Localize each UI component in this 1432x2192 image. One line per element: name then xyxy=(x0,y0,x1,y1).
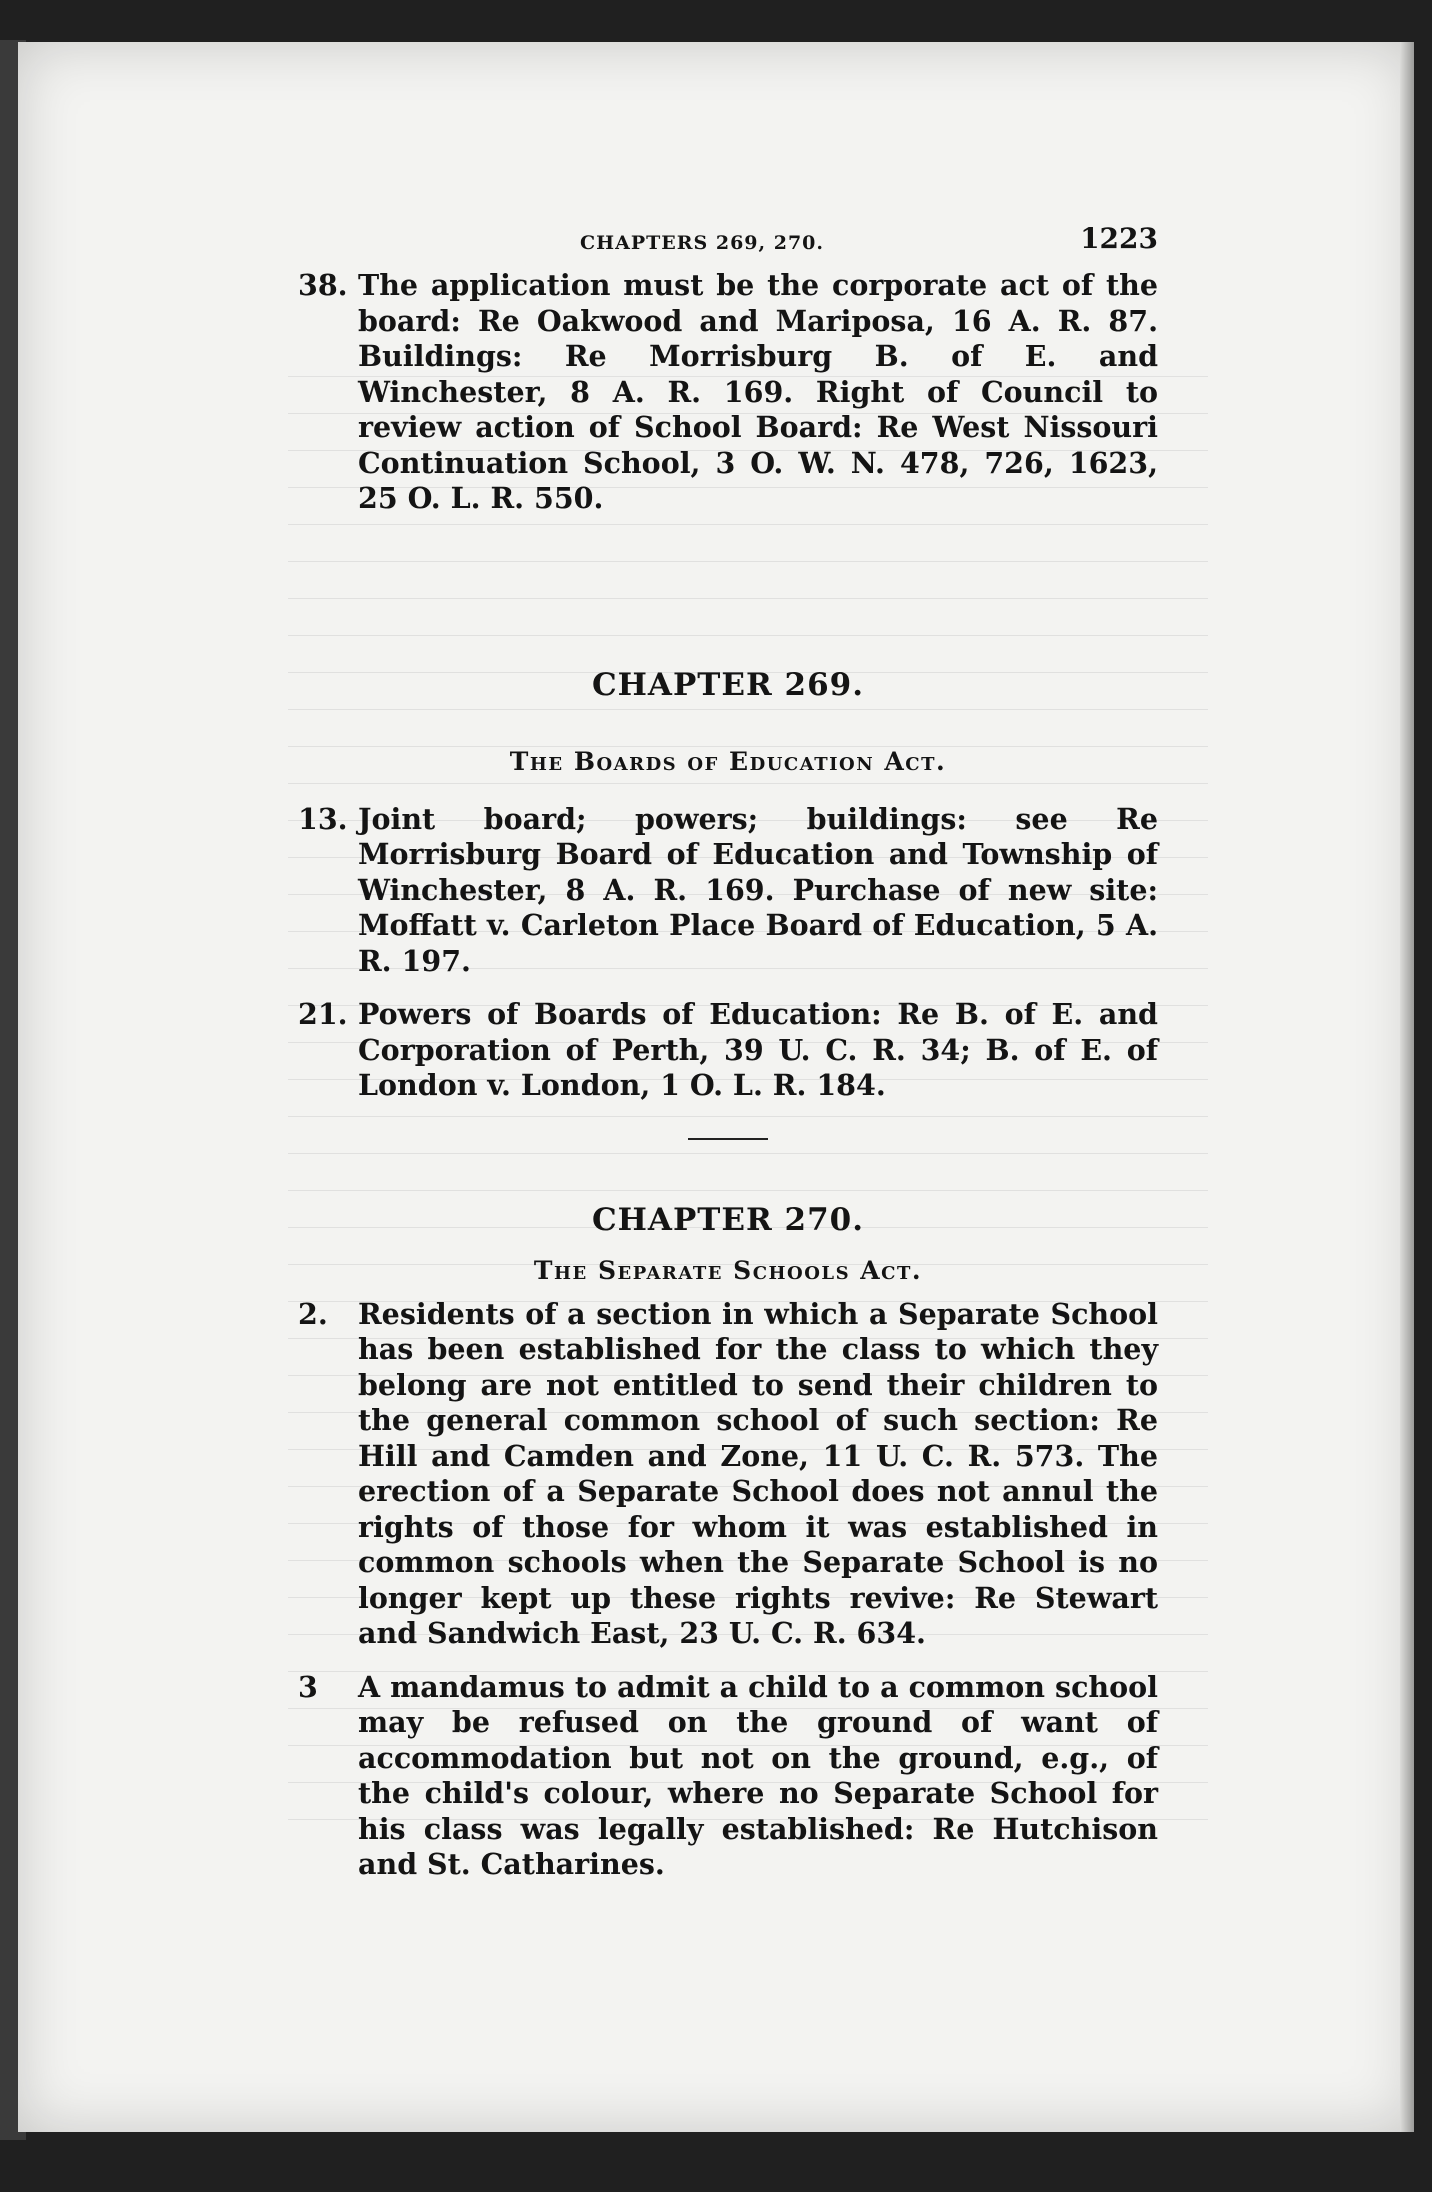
page-text-block xyxy=(298,220,1158,1883)
page-number: 1223 xyxy=(1080,222,1158,255)
section-21 xyxy=(298,997,1158,1104)
section-text: Residents of a section in which a Separate School has been established for the class to which they belong are not entitled to send their children to the general common school of such section: Re Hill and Camden and Zone, 11 U. C. R. 573. The erection of a Separate School does not annul the rights of those for whom it was established in common schools when the Separate School is no longer kept up these rights revive: Re Stewart and Sandwich East, 23 U. C. R. 634. xyxy=(358,1296,1158,1650)
section-number: 2. xyxy=(298,1296,328,1331)
section-3 xyxy=(298,1670,1158,1883)
section-text: The application must be the corporate act of the board: Re Oakwood and Mariposa, 16 A. R. 87. Buildings: Re Morrisburg B. of E. and Winchester, 8 A. R. 169. Right of Council to review action of School Board: Re West Nissouri Continuation School, 3 O. W. N. 478, 726, 1623, 25 O. L. R. 550. xyxy=(358,268,1158,515)
chapter-269-title: CHAPTER 269. xyxy=(591,666,865,703)
section-text: Joint board; powers; buildings: see Re Morrisburg Board of Education and Township of Winchester, 8 A. R. 169. Purchase of new site: Moffatt v. Carleton Place Board of Education, 5 A. R. 197. xyxy=(358,801,1158,978)
chapter-270-title: CHAPTER 270. xyxy=(591,1201,865,1238)
section-text: A mandamus to admit a child to a common school may be refused on the ground of want of accommodation but not on the ground, e.g., of the child's colour, where no Separate School for his class was legally established: Re Hutchison and St. Catharines. xyxy=(358,1669,1158,1881)
section-text: Powers of Boards of Education: Re B. of E. and Corporation of Perth, 39 U. C. R. 34; B. of E. of London v. London, 1 O. L. R. 184. xyxy=(358,997,1158,1102)
section-13 xyxy=(298,802,1158,980)
running-head xyxy=(298,220,1158,260)
chapter-269-act-title: The Boards of Education Act. xyxy=(509,746,947,776)
section-38 xyxy=(298,268,1158,517)
section-number: 38. xyxy=(298,268,348,302)
section-number: 3 xyxy=(298,1669,318,1704)
chapter-270-act-title: The Separate Schools Act. xyxy=(533,1255,923,1285)
section-number: 13. xyxy=(298,801,348,836)
section-number: 21. xyxy=(298,997,348,1031)
section-2 xyxy=(298,1297,1158,1652)
running-title: CHAPTERS 269, 270. xyxy=(580,232,825,254)
page-edge-shadow xyxy=(1400,42,1414,2132)
